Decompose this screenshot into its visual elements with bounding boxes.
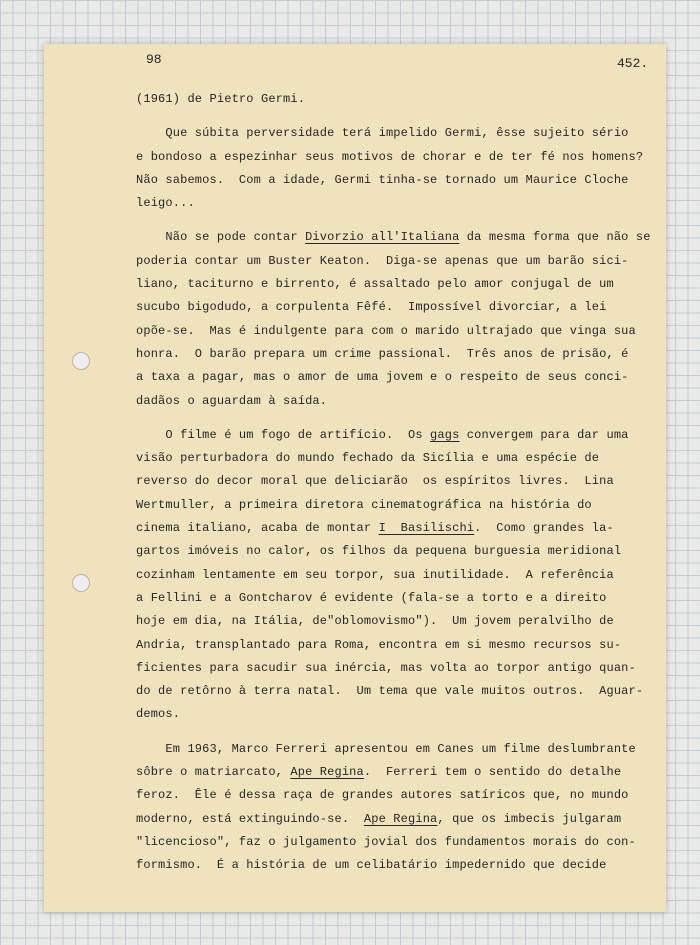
text-line: "licencioso", faz o julgamento jovial dos fundamentos morais do con- [136,834,636,849]
text-line: opõe-se. Mas é indulgente para com o marido ultrajado que vinga sua [136,323,636,338]
text-line: a Fellini e a Gontcharov é evidente (fala-se a torto e a direito [136,590,607,605]
typewritten-page [44,44,666,912]
underlined-title: Ape Regina [363,811,438,826]
text-segment: moderno, está extinguindo-se. [136,811,364,826]
punch-hole [72,352,90,370]
text-line: do de retôrno à terra natal. Um tema que vale muitos outros. Aguar- [136,684,644,699]
text-line: dadãos o aguardam à saída. [136,393,328,408]
text-line: e bondoso a espezinhar seus motivos de chorar e de ter fé nos homens? [136,149,644,164]
text-line [136,808,656,831]
text-line: honra. O barão prepara um crime passional. Três anos de prisão, é [136,346,629,361]
text-line: sucubo bigodudo, a corpulenta Fêfé. Impossível divorciar, a lei [136,300,607,315]
text-line: ficientes para sacudir sua inércia, mas volta ao torpor antigo quan- [136,660,636,675]
text-line: hoje em dia, na Itália, de"oblomovismo"). Um jovem peralvilho de [136,614,614,629]
text-line: Wertmuller, a primeira diretora cinematográfica na história do [136,497,592,512]
text-line: demos. [136,707,181,722]
underlined-title: Divorzio all'Italiana [305,230,460,245]
text-line: reverso do decor moral que deliciarão os espíritos livres. Lina [136,474,614,489]
paragraph-gap [136,215,656,226]
text-line: feroz. Êle é dessa raça de grandes autores satíricos que, no mundo [136,788,629,803]
paragraph-gap [136,111,656,122]
body-text [136,88,656,878]
underlined-title: Ape Regina [290,765,364,780]
text-line: cozinham lentamente em seu torpor, sua inutilidade. A referência [136,567,614,582]
text-segment: cinema italiano, acaba de montar [136,521,379,536]
text-line: liano, taciturno e birrento, é assaltado pelo amor conjugal de um [136,277,614,292]
text-line: formismo. É a história de um celibatário impedernido que decide [136,858,607,873]
underlined-title: I Basilischi [378,521,475,536]
text-line: (1961) de Pietro Germi. [136,92,306,106]
text-line [136,226,656,249]
paragraph-gap [136,413,656,424]
text-line [136,517,656,540]
text-segment: sôbre o matriarcato, [136,765,291,780]
punch-hole [72,574,90,592]
text-segment: convergem para dar uma [459,427,629,442]
text-line: poderia contar um Buster Keaton. Diga-se apenas que um barão sici- [136,253,629,268]
text-line [136,761,656,784]
underlined-title: gags [430,427,460,442]
text-line: gartos imóveis no calor, os filhos da pequena burguesia meridional [136,544,622,559]
text-line: Em 1963, Marco Ferreri apresentou em Canes um filme deslumbrante [136,741,636,756]
text-segment: . Ferreri tem o sentido do detalhe [363,765,622,780]
text-line: a taxa a pagar, mas o amor de uma jovem e o respeito de seus conci- [136,370,629,385]
text-line: leigo... [136,196,195,211]
page-number-typed: 452. [617,56,649,71]
page-number-handwritten: 98 [146,52,162,67]
text-segment: da mesma forma que não se [459,230,651,245]
text-segment: , que os imbecis julgaram [437,811,622,826]
text-segment: . Como grandes la- [474,521,614,536]
text-line [136,424,656,447]
text-line: visão perturbadora do mundo fechado da Sicília e uma espécie de [136,451,600,466]
text-line: Que súbita perversidade terá impelido Germi, êsse sujeito sério [136,126,629,141]
text-segment: Não se pode contar [136,230,306,245]
text-line: Andria, transplantado para Roma, encontra em si mesmo recursos su- [136,637,622,652]
paragraph-gap [136,727,656,738]
text-line: Não sabemos. Com a idade, Germi tinha-se tornado um Maurice Cloche [136,172,629,187]
text-segment: O filme é um fogo de artifício. Os [136,427,431,442]
